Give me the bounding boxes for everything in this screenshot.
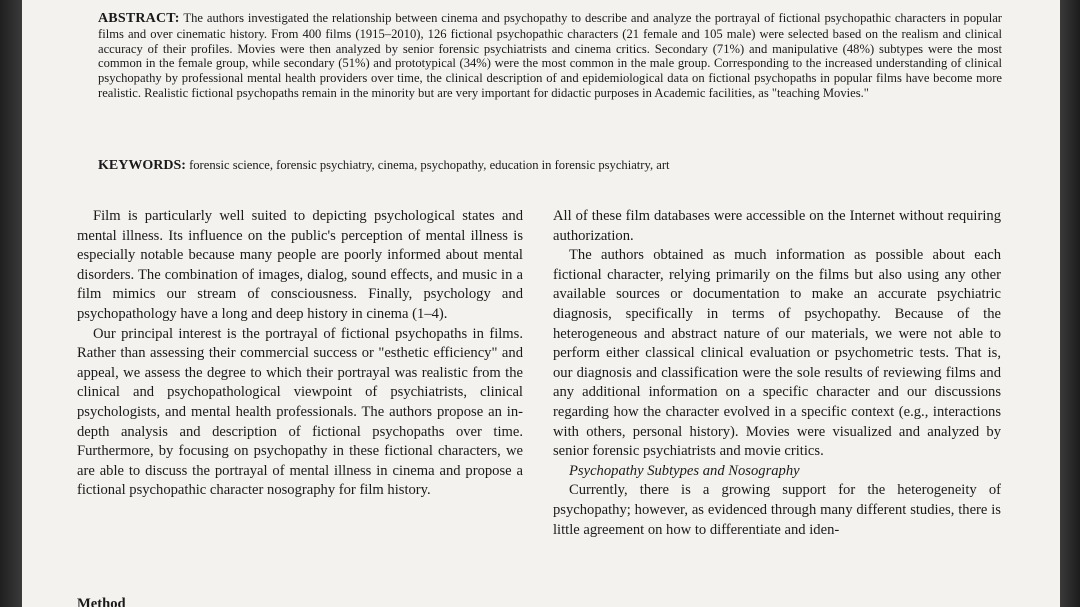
left-dark-margin (0, 0, 22, 607)
left-paragraph-2: Our principal interest is the portrayal of fictional psychopaths in films. Rather than assessing their commercial success or "esthetic efficiency" and appeal, we assess the degree to which their portrayal was realistic from the clinical and psychopathological viewpoint of psychiatrists, clinical psychologists, and mental health professionals. The authors propose an in-depth analysis and description of fictional psychopaths over time. Furthermore, by focusing on psychopathy in these fictional characters, we are able to discuss the portrayal of mental illness in cinema and propose a fictional psychopathic character nosography for film history. (77, 325, 523, 499)
left-paragraph-1: Film is particularly well suited to depicting psychological states and mental illness. Its influence on the public's perception of mental illness is especially notable because many people are poorly informed about mental disorders. The combination of images, dialog, sound effects, and music in a film mimics our stream of consciousness. Finally, psychology and psychopathology have a long and deep history in cinema (1–4). (77, 208, 523, 322)
section-subheading: Psychopathy Subtypes and Nosography (569, 462, 800, 479)
right-paragraph-1: All of these film databases were accessible on the Internet without requiring authorization. (553, 208, 1001, 244)
keywords-block (98, 157, 1002, 174)
right-column (553, 207, 1001, 540)
right-paragraph-2: The authors obtained as much information as possible about each fictional character, relying primarily on the films but also using any other available sources or documentation to make an accurate psychiatric diagnosis, specifically in terms of psychopathy. Because of the heterogeneous and abstract nature of our materials, we were not able to perform either classical clinical evaluation or psychometric tests. That is, our diagnosis and classification were the sole results of reviewing films and any additional information on a specific character and our discussions regarding how the character evolved in a specific context (e.g., interactions with others, personal history). Movies were visualized and analyzed by senior forensic psychiatrists and movie critics. (553, 247, 1001, 460)
left-column (77, 207, 523, 501)
keywords-label: KEYWORDS: (98, 158, 186, 173)
abstract-label: ABSTRACT: (98, 11, 180, 26)
right-dark-margin (1060, 0, 1080, 607)
method-heading: Method (77, 596, 126, 607)
right-paragraph-3: Currently, there is a growing support for the heterogeneity of psychopathy; however, as evidenced through many different studies, there is little agreement on how to differentiate and iden- (553, 482, 1001, 538)
keywords-text: forensic science, forensic psychiatry, cinema, psychopathy, education in forensic psychiatry, art (189, 158, 670, 172)
abstract-text: The authors investigated the relationship between cinema and psychopathy to describe and analyze the portrayal of fictional psychopathic characters in popular films and over cinematic history. From 400 films (1915–2010), 126 fictional psychopathic characters (21 female and 105 male) were selected based on the realism and clinical accuracy of their profiles. Movies were then analyzed by senior forensic psychiatrists and cinema critics. Secondary (71%) and manipulative (48%) subtypes were the most common in the female group, while secondary (51%) and prototypical (34%) were the most common in the male group. Corresponding to the increased understanding of clinical psychopathy by professional mental health providers over time, the clinical description of and epidemiological data on fictional psychopaths in popular films have become more realistic. Realistic fictional psychopaths remain in the minority but are very important for didactic purposes in Academic facilities, as "teaching Movies." (98, 11, 1002, 100)
abstract-block (98, 11, 1002, 101)
document-page (22, 0, 1060, 607)
